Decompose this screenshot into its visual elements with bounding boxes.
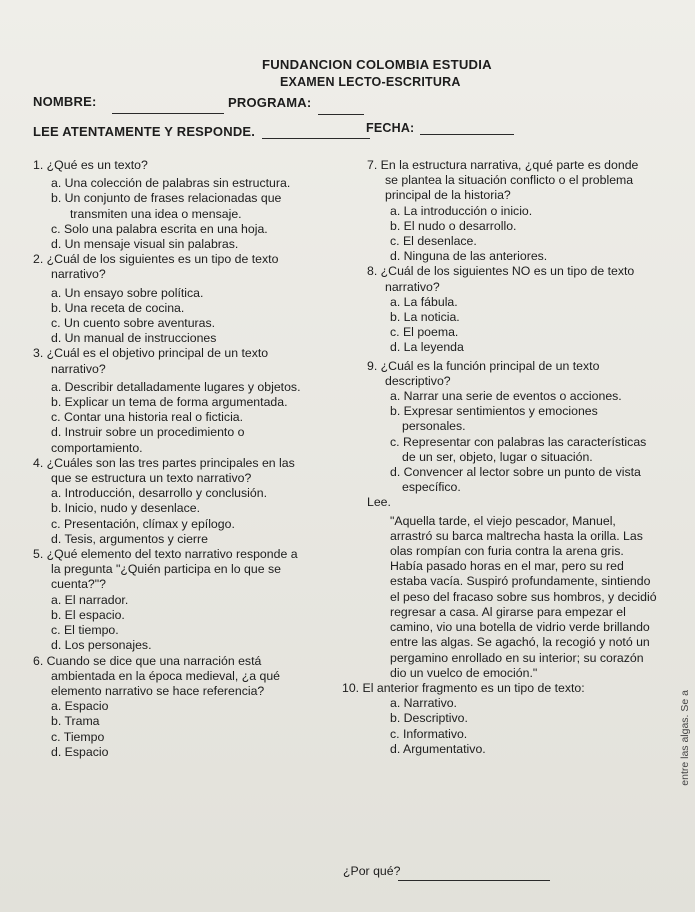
passage-line-5: estaba vacía. Suspiró profundamente, sintiendo bbox=[390, 574, 651, 589]
option-5d[interactable]: d. Los personajes. bbox=[51, 638, 152, 653]
option-4b[interactable]: b. Inicio, nudo y desenlace. bbox=[51, 501, 201, 516]
nombre-label: NOMBRE: bbox=[33, 94, 97, 109]
option-6a[interactable]: a. Espacio bbox=[51, 699, 109, 714]
instruction-underline bbox=[262, 138, 370, 139]
question-5-cont2: cuenta?"? bbox=[51, 577, 106, 592]
margin-note: entre las algas. Se a bbox=[679, 690, 691, 786]
option-7c[interactable]: c. El desenlace. bbox=[390, 234, 477, 249]
option-9c-cont: de un ser, objeto, lugar o situación. bbox=[402, 449, 593, 464]
question-3-cont: narrativo? bbox=[51, 361, 106, 376]
option-3c[interactable]: c. Contar una historia real o ficticia. bbox=[51, 410, 244, 425]
question-4-cont: que se estructura un texto narrativo? bbox=[51, 471, 252, 486]
option-3a[interactable]: a. Describir detalladamente lugares y objetos. bbox=[51, 379, 301, 394]
option-1a[interactable]: a. Una colección de palabras sin estructura. bbox=[51, 176, 291, 191]
question-9: 9. ¿Cuál es la función principal de un texto bbox=[367, 358, 600, 373]
passage-line-4: Había pasado horas en el mar, pero su red bbox=[390, 559, 624, 574]
passage-line-9: entre las algas. Se agachó, la recogió y notó un bbox=[390, 635, 650, 650]
option-4c[interactable]: c. Presentación, clímax y epílogo. bbox=[51, 516, 235, 531]
programa-label: PROGRAMA: bbox=[228, 95, 312, 110]
question-3: 3. ¿Cuál es el objetivo principal de un texto bbox=[33, 346, 269, 361]
question-7-cont2: principal de la historia? bbox=[385, 188, 511, 203]
option-3d-cont: comportamiento. bbox=[51, 440, 143, 455]
option-9c[interactable]: c. Representar con palabras las características bbox=[390, 434, 647, 449]
right-column bbox=[342, 158, 685, 757]
option-10a[interactable]: a. Narrativo. bbox=[390, 696, 457, 711]
question-6: 6. Cuando se dice que una narración está bbox=[33, 653, 262, 668]
programa-line[interactable] bbox=[318, 114, 364, 115]
option-4d[interactable]: d. Tesis, argumentos y cierre bbox=[51, 531, 208, 546]
option-3b[interactable]: b. Explicar un tema de forma argumentada. bbox=[51, 395, 288, 410]
fecha-line[interactable] bbox=[420, 134, 514, 135]
option-1b[interactable]: b. Un conjunto de frases relacionadas que bbox=[51, 191, 282, 206]
passage-line-10: pergamino enrollado en su interior; su corazón bbox=[390, 650, 644, 665]
question-10: 10. El anterior fragmento es un tipo de texto: bbox=[342, 680, 585, 695]
option-8b[interactable]: b. La noticia. bbox=[390, 310, 460, 325]
institution-title: FUNDANCION COLOMBIA ESTUDIA bbox=[262, 58, 492, 72]
option-2d[interactable]: d. Un manual de instrucciones bbox=[51, 331, 217, 346]
passage-line-7: regresar a casa. Al girarse para empezar el bbox=[390, 604, 626, 619]
option-5a[interactable]: a. El narrador. bbox=[51, 592, 129, 607]
passage-line-11: dio un vuelco de emoción." bbox=[390, 665, 538, 680]
left-column bbox=[33, 158, 363, 760]
option-2b[interactable]: b. Una receta de cocina. bbox=[51, 300, 185, 315]
option-5c[interactable]: c. El tiempo. bbox=[51, 623, 119, 638]
passage-line-1: "Aquella tarde, el viejo pescador, Manuel, bbox=[390, 513, 616, 528]
option-8a[interactable]: a. La fábula. bbox=[390, 294, 458, 309]
option-6c[interactable]: c. Tiempo bbox=[51, 729, 105, 744]
option-6d[interactable]: d. Espacio bbox=[51, 744, 109, 759]
option-7b[interactable]: b. El nudo o desarrollo. bbox=[390, 218, 517, 233]
question-6-cont2: elemento narrativo se hace referencia? bbox=[51, 683, 265, 698]
question-2: 2. ¿Cuál de los siguientes es un tipo de texto bbox=[33, 252, 279, 267]
exam-title: EXAMEN LECTO-ESCRITURA bbox=[280, 75, 461, 89]
option-1b-cont: transmiten una idea o mensaje. bbox=[70, 206, 242, 221]
question-1: 1. ¿Qué es un texto? bbox=[33, 158, 148, 172]
question-6-cont1: ambientada en la época medieval, ¿a qué bbox=[51, 668, 281, 683]
option-1c[interactable]: c. Solo una palabra escrita en una hoja. bbox=[51, 221, 268, 236]
question-9-cont: descriptivo? bbox=[385, 373, 451, 388]
passage-line-3: olas rompían con furia contra la arena gris. bbox=[390, 544, 624, 559]
question-7: 7. En la estructura narrativa, ¿qué parte es donde bbox=[367, 158, 639, 172]
lee-label: Lee. bbox=[367, 495, 391, 510]
question-4: 4. ¿Cuáles son las tres partes principales en las bbox=[33, 455, 295, 470]
option-6b[interactable]: b. Trama bbox=[51, 714, 100, 729]
option-9d-cont: específico. bbox=[402, 480, 461, 495]
option-5b[interactable]: b. El espacio. bbox=[51, 607, 125, 622]
option-9b[interactable]: b. Expresar sentimientos y emociones bbox=[390, 404, 598, 419]
option-10c[interactable]: c. Informativo. bbox=[390, 726, 468, 741]
option-9d[interactable]: d. Convencer al lector sobre un punto de vista bbox=[390, 465, 641, 480]
question-5: 5. ¿Qué elemento del texto narrativo responde a bbox=[33, 547, 298, 562]
question-2-cont: narrativo? bbox=[51, 267, 106, 282]
option-9a[interactable]: a. Narrar una serie de eventos o acciones. bbox=[390, 389, 622, 404]
option-10d[interactable]: d. Argumentativo. bbox=[390, 741, 486, 756]
option-7d[interactable]: d. Ninguna de las anteriores. bbox=[390, 249, 548, 264]
option-10b[interactable]: b. Descriptivo. bbox=[390, 711, 468, 726]
question-8: 8. ¿Cuál de los siguientes NO es un tipo de texto bbox=[367, 264, 635, 279]
option-7a[interactable]: a. La introducción o inicio. bbox=[390, 203, 533, 218]
passage-line-6: el peso del fracaso sobre sus hombros, y decidió bbox=[390, 589, 657, 604]
option-1d[interactable]: d. Un mensaje visual sin palabras. bbox=[51, 237, 239, 252]
question-8-cont: narrativo? bbox=[385, 279, 440, 294]
passage-line-8: camino, vio una botella de vidrio verde brillando bbox=[390, 620, 650, 635]
option-9b-cont: personales. bbox=[402, 419, 466, 434]
option-8c[interactable]: c. El poema. bbox=[390, 325, 459, 340]
option-2a[interactable]: a. Un ensayo sobre política. bbox=[51, 285, 204, 300]
fecha-label: FECHA: bbox=[366, 121, 415, 135]
passage-line-2: arrastró su barca maltrecha hasta la orilla. Las bbox=[390, 528, 643, 543]
question-5-cont1: la pregunta "¿Quién participa en lo que se bbox=[51, 562, 281, 577]
porque-answer-line[interactable] bbox=[398, 880, 550, 881]
porque-label: ¿Por qué? bbox=[343, 864, 401, 878]
nombre-line[interactable] bbox=[112, 113, 224, 114]
instruction-text: LEE ATENTAMENTE Y RESPONDE. bbox=[33, 124, 256, 139]
option-8d[interactable]: d. La leyenda bbox=[390, 340, 464, 355]
option-2c[interactable]: c. Un cuento sobre aventuras. bbox=[51, 316, 216, 331]
question-7-cont1: se plantea la situación conflicto o el problema bbox=[385, 173, 634, 188]
option-4a[interactable]: a. Introducción, desarrollo y conclusión. bbox=[51, 486, 267, 501]
option-3d[interactable]: d. Instruir sobre un procedimiento o bbox=[51, 425, 245, 440]
